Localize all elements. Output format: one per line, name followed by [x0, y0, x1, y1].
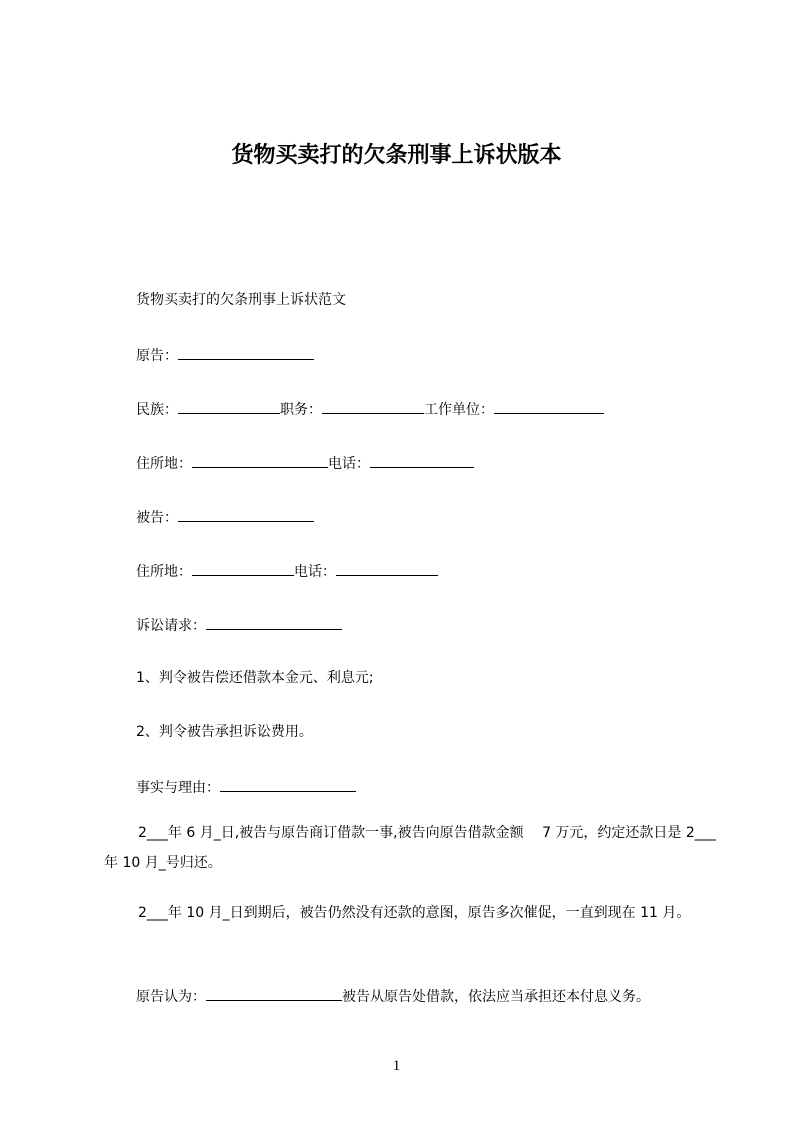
phone-label: 电话：: [294, 564, 336, 580]
phone-blank: [370, 452, 474, 468]
address-blank: [192, 560, 294, 576]
defendant-blank: [178, 506, 314, 522]
claims-blank: [206, 614, 342, 630]
opinion-blank: [206, 985, 342, 1001]
opinion-line: [136, 985, 650, 1007]
facts-paragraph-2: 2___年 10 月_日到期后，被告仍然没有还款的意图，原告多次催促，一直到现在 11 月。: [138, 905, 691, 921]
claims-label: 诉讼请求：: [136, 618, 206, 634]
address-blank: [192, 452, 328, 468]
ethnicity-blank: [178, 398, 280, 414]
facts-paragraph-1: 2___年 6 月_日,被告与原告商订借款一事,被告向原告借款金额 7 万元，约定还款日是 2___年 10 月_号归还。: [104, 825, 716, 871]
facts-line: [136, 776, 356, 798]
defendant-label: 被告：: [136, 510, 178, 526]
facts-blank: [220, 776, 356, 792]
defendant-address-line: [136, 560, 438, 582]
claims-line: [136, 614, 342, 636]
phone-label: 电话：: [328, 456, 370, 472]
phone-blank: [336, 560, 438, 576]
address-label: 住所地：: [136, 564, 192, 580]
claim-item-2: 2、判令被告承担诉讼费用。: [136, 724, 313, 740]
position-blank: [322, 398, 424, 414]
opinion-label: 原告认为：: [136, 989, 206, 1005]
address-label: 住所地：: [136, 456, 192, 472]
facts-label: 事实与理由：: [136, 780, 220, 796]
claim-item-1: 1、判令被告偿还借款本金元、利息元;: [136, 670, 374, 686]
plaintiff-blank: [178, 344, 314, 360]
plaintiff-address-line: [136, 452, 474, 474]
document-title: 货物买卖打的欠条刑事上诉状版本: [231, 143, 562, 168]
plaintiff-label: 原告：: [136, 348, 178, 364]
plaintiff-line: [136, 344, 314, 366]
page-number: 1: [392, 1058, 401, 1074]
document-subtitle: 货物买卖打的欠条刑事上诉状范文: [136, 292, 346, 308]
opinion-text: 被告从原告处借款，依法应当承担还本付息义务。: [342, 989, 650, 1005]
defendant-line: [136, 506, 314, 528]
position-label: 职务：: [280, 402, 322, 418]
ethnicity-label: 民族：: [136, 402, 178, 418]
workplace-label: 工作单位：: [424, 402, 494, 418]
ethnicity-position-workplace-line: [136, 398, 604, 420]
workplace-blank: [494, 398, 604, 414]
